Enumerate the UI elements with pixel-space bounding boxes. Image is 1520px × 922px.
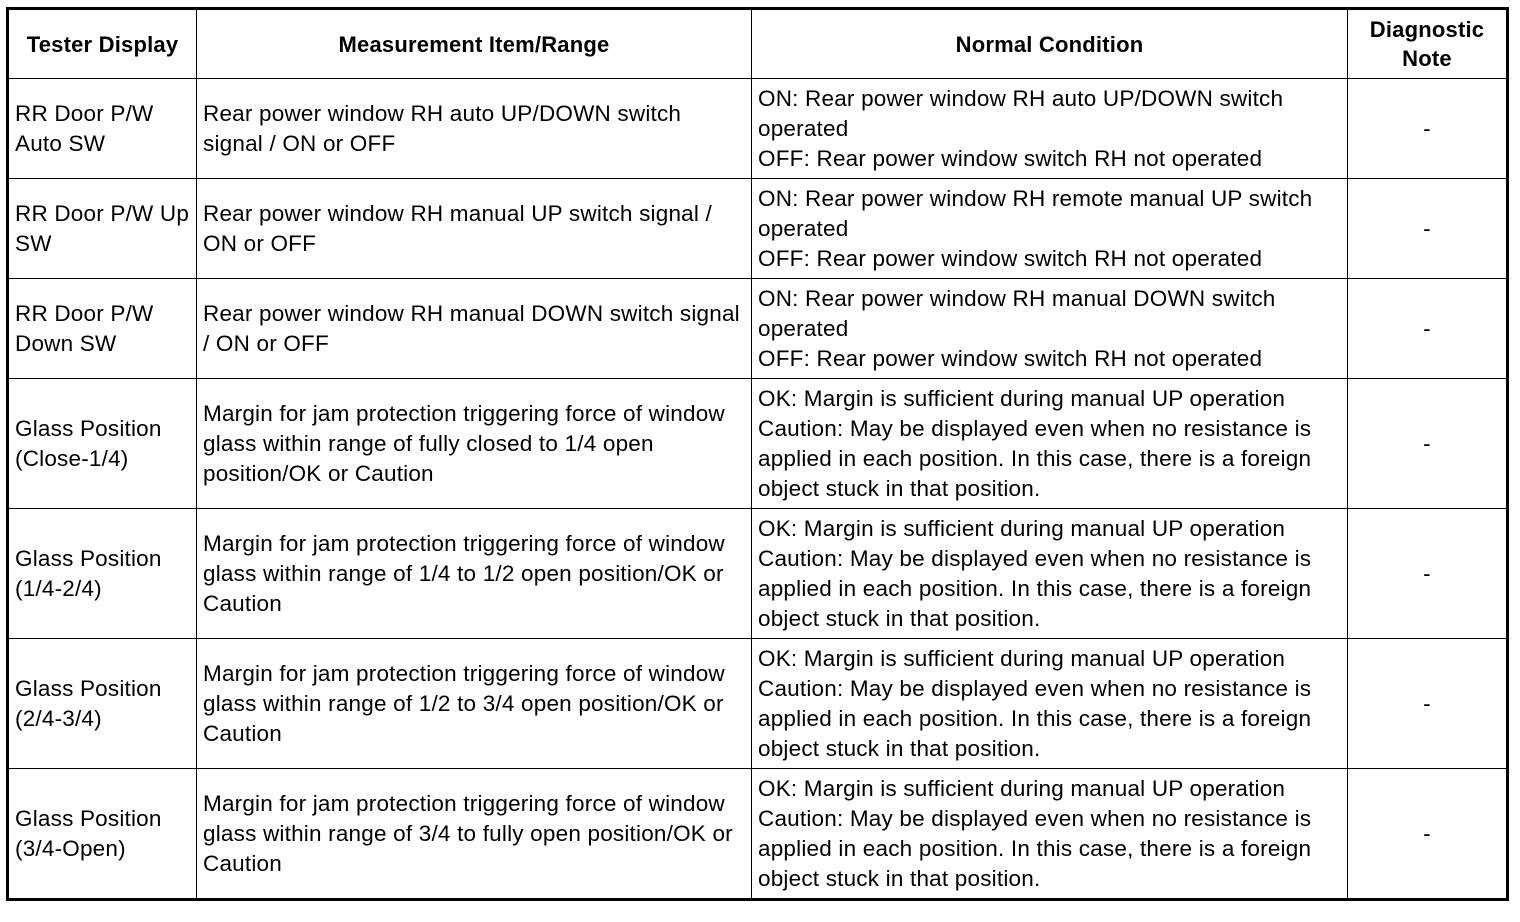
measurement-cell <box>197 179 752 279</box>
table-row <box>8 79 1508 179</box>
tester-display-text: RR Door P/W Down SW <box>15 300 154 356</box>
tester-display-text: RR Door P/W Auto SW <box>15 100 154 156</box>
table-row <box>8 179 1508 279</box>
measurement-cell <box>197 509 752 639</box>
measurement-text: Rear power window RH auto UP/DOWN switch signal / ON or OFF <box>203 100 682 156</box>
tester-display-text: Glass Position (2/4-3/4) <box>15 675 162 731</box>
diagnostic-note-cell <box>1348 279 1508 379</box>
diagnostic-note-cell <box>1348 79 1508 179</box>
tester-display-cell <box>8 179 197 279</box>
normal-condition-cell <box>752 769 1348 900</box>
tester-display-cell <box>8 769 197 900</box>
normal-condition-cell <box>752 639 1348 769</box>
normal-condition-cell <box>752 179 1348 279</box>
normal-condition-cell <box>752 79 1348 179</box>
normal-condition-text: ON: Rear power window RH auto UP/DOWN switch operated OFF: Rear power window switch RH not operated <box>758 85 1284 171</box>
diagnostic-note-text: - <box>1423 560 1431 586</box>
tester-display-cell <box>8 279 197 379</box>
tester-display-text: Glass Position (Close-1/4) <box>15 415 162 471</box>
tester-display-cell <box>8 639 197 769</box>
header-measurement-item-range: Measurement Item/Range <box>197 9 752 79</box>
measurement-text: Rear power window RH manual DOWN switch signal / ON or OFF <box>203 300 740 356</box>
normal-condition-text: OK: Margin is sufficient during manual UP operation Caution: May be displayed even when no resistance is applied in each position. In this case, there is a foreign object stuck in that position. <box>758 645 1312 761</box>
header-tester-display: Tester Display <box>8 9 197 79</box>
normal-condition-text: OK: Margin is sufficient during manual UP operation Caution: May be displayed even when no resistance is applied in each position. In this case, there is a foreign object stuck in that position. <box>758 515 1312 631</box>
table-row <box>8 639 1508 769</box>
measurement-text: Margin for jam protection triggering force of window glass within range of 3/4 to fully open position/OK or Caution <box>203 790 733 876</box>
diagnostic-note-cell <box>1348 509 1508 639</box>
measurement-cell <box>197 279 752 379</box>
table-header-row <box>8 9 1508 79</box>
diagnostic-note-text: - <box>1423 315 1431 341</box>
tester-display-cell <box>8 509 197 639</box>
tester-display-text: Glass Position (1/4-2/4) <box>15 545 162 601</box>
table-row <box>8 379 1508 509</box>
measurement-text: Margin for jam protection triggering force of window glass within range of 1/2 to 3/4 open position/OK or Caution <box>203 660 725 746</box>
measurement-text: Margin for jam protection triggering force of window glass within range of fully closed to 1/4 open position/OK or Caution <box>203 400 725 486</box>
measurement-cell <box>197 379 752 509</box>
normal-condition-text: OK: Margin is sufficient during manual UP operation Caution: May be displayed even when no resistance is applied in each position. In this case, there is a foreign object stuck in that position. <box>758 775 1312 891</box>
measurement-cell <box>197 769 752 900</box>
diagnostic-note-cell <box>1348 379 1508 509</box>
normal-condition-text: ON: Rear power window RH manual DOWN switch operated OFF: Rear power window switch RH not operated <box>758 285 1276 371</box>
normal-condition-text: OK: Margin is sufficient during manual UP operation Caution: May be displayed even when no resistance is applied in each position. In this case, there is a foreign object stuck in that position. <box>758 385 1312 501</box>
diagnostic-note-text: - <box>1423 820 1431 846</box>
diagnostic-note-text: - <box>1423 115 1431 141</box>
tester-display-text: Glass Position (3/4-Open) <box>15 805 162 861</box>
normal-condition-cell <box>752 379 1348 509</box>
table-row <box>8 509 1508 639</box>
diagnostic-note-cell <box>1348 639 1508 769</box>
header-normal-condition: Normal Condition <box>752 9 1348 79</box>
measurement-text: Rear power window RH manual UP switch signal / ON or OFF <box>203 200 712 256</box>
data-list-table <box>6 7 1509 901</box>
normal-condition-cell <box>752 279 1348 379</box>
table-row <box>8 769 1508 900</box>
normal-condition-cell <box>752 509 1348 639</box>
diagnostic-note-cell <box>1348 769 1508 900</box>
measurement-cell <box>197 639 752 769</box>
diagnostic-note-cell <box>1348 179 1508 279</box>
normal-condition-text: ON: Rear power window RH remote manual UP switch operated OFF: Rear power window switch RH not operated <box>758 185 1313 271</box>
tester-display-cell <box>8 79 197 179</box>
table-row <box>8 279 1508 379</box>
tester-display-cell <box>8 379 197 509</box>
tester-display-text: RR Door P/W Up SW <box>15 200 190 256</box>
diagnostic-note-text: - <box>1423 430 1431 456</box>
measurement-text: Margin for jam protection triggering force of window glass within range of 1/4 to 1/2 open position/OK or Caution <box>203 530 725 616</box>
diagnostic-note-text: - <box>1423 215 1431 241</box>
measurement-cell <box>197 79 752 179</box>
header-diagnostic-note: Diagnostic Note <box>1348 9 1508 79</box>
diagnostic-note-text: - <box>1423 690 1431 716</box>
